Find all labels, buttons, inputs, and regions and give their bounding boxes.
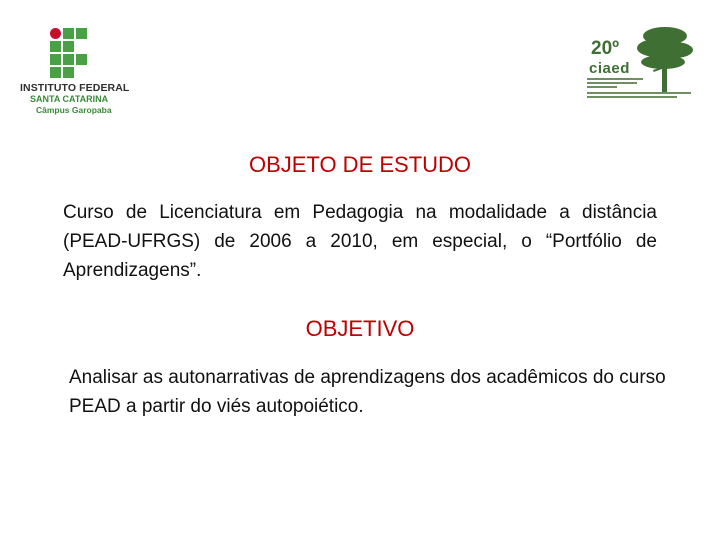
ciaed-name: ciaed <box>589 60 630 77</box>
ciaed-edition: 20º <box>591 38 620 59</box>
objective-title: OBJETIVO <box>305 316 415 341</box>
study-object-title: OBJETO DE ESTUDO <box>248 152 472 177</box>
objective-text: Analisar as autonarrativas de aprendizagens dos acadêmicos do curso PEAD a partir do viés autopoiético. <box>69 367 666 417</box>
ciaed-logo <box>585 22 695 104</box>
ifsc-logo-line1: INSTITUTO FEDERAL <box>20 82 130 94</box>
ifsc-logo-line2: SANTA CATARINA <box>30 94 109 104</box>
ifsc-squares-icon <box>50 28 110 88</box>
ifsc-logo-line3: Câmpus Garopaba <box>36 105 112 115</box>
ifsc-logo <box>18 26 130 118</box>
ciaed-footer-lines <box>587 92 691 102</box>
study-object-text: Curso de Licenciatura em Pedagogia na modalidade a distância (PEAD-UFRGS) de 2006 a 2010, em especial, o “Portfólio de Aprendizagens”. <box>63 202 657 281</box>
tree-icon <box>635 22 695 94</box>
